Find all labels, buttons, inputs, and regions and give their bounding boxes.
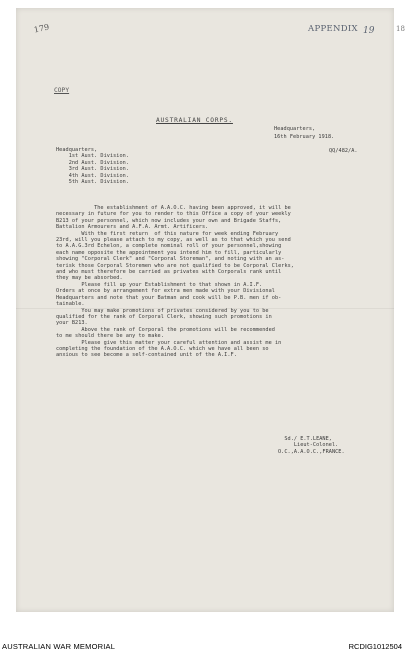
appendix-number: 19: [363, 26, 375, 36]
letter-body: The establishment of A.A.O.C. having been approved, it will be necessary in future for you to render to this Office a copy of your weekly B213 of your personnel, which now includes your own and Brigade Staffs, Battalion Armourers and A.F.A. Armt. Artificers. With the first return of this nature for week ending February 23rd, will you please attach to my copy, as well as to that which you send to A.A.G.3rd Echelon, a complete nominal roll of your personnel,showing each name opposite the appointment you intend him to fill, particularly showing "Corporal Clerk" and "Corporal Storeman", and noting with an as- terisk those Corporal Storemen who are not qualified to be Corporal Clerks, and who must therefore be carried as privates with Corporals rank until they may be absorbed. Please fill up your Establishment to that shown in A.I.F. Orders at once by arrangement for extra men made with your Divisional Headquarters and note that your Batman and cook will be P.B. men if ob- tainable. You may make promotions of privates considered by you to be qualified for the rank of Corporal Clerk, showing such promotions in your B213. Above the rank of Corporal the promotions will be recommended to me should there be any to make. Please give this matter your careful attention and assist me in completing the foundation of the A.A.O.C. which we have all been so anxious to see become a self-contained unit of the A.I.F.: [56, 205, 294, 359]
document-date: 16th February 1918.: [274, 134, 335, 140]
folio-number: 18: [396, 25, 406, 33]
addressee-list: Headquarters, 1st Aust. Division. 2nd Aust. Division. 3rd Aust. Division. 4th Aust. Division. 5th Aust. Division.: [56, 147, 129, 186]
copy-label: COPY: [54, 87, 70, 94]
document-title: AUSTRALIAN CORPS.: [156, 117, 233, 124]
document-page: [16, 8, 406, 612]
footer-archive-name: AUSTRALIAN WAR MEMORIAL: [2, 642, 116, 651]
headquarters-line: Headquarters,: [274, 126, 316, 132]
footer-record-id: RCDIG1012504: [348, 642, 402, 651]
page-number: 179: [33, 22, 51, 35]
reference-number: QQ/482/A.: [329, 148, 358, 154]
appendix-label: APPENDIX: [308, 24, 358, 34]
signature-block: Sd./ E.T.LEANE, Lieut-Colonel. O.C.,A.A.O.C.,FRANCE.: [278, 436, 345, 455]
